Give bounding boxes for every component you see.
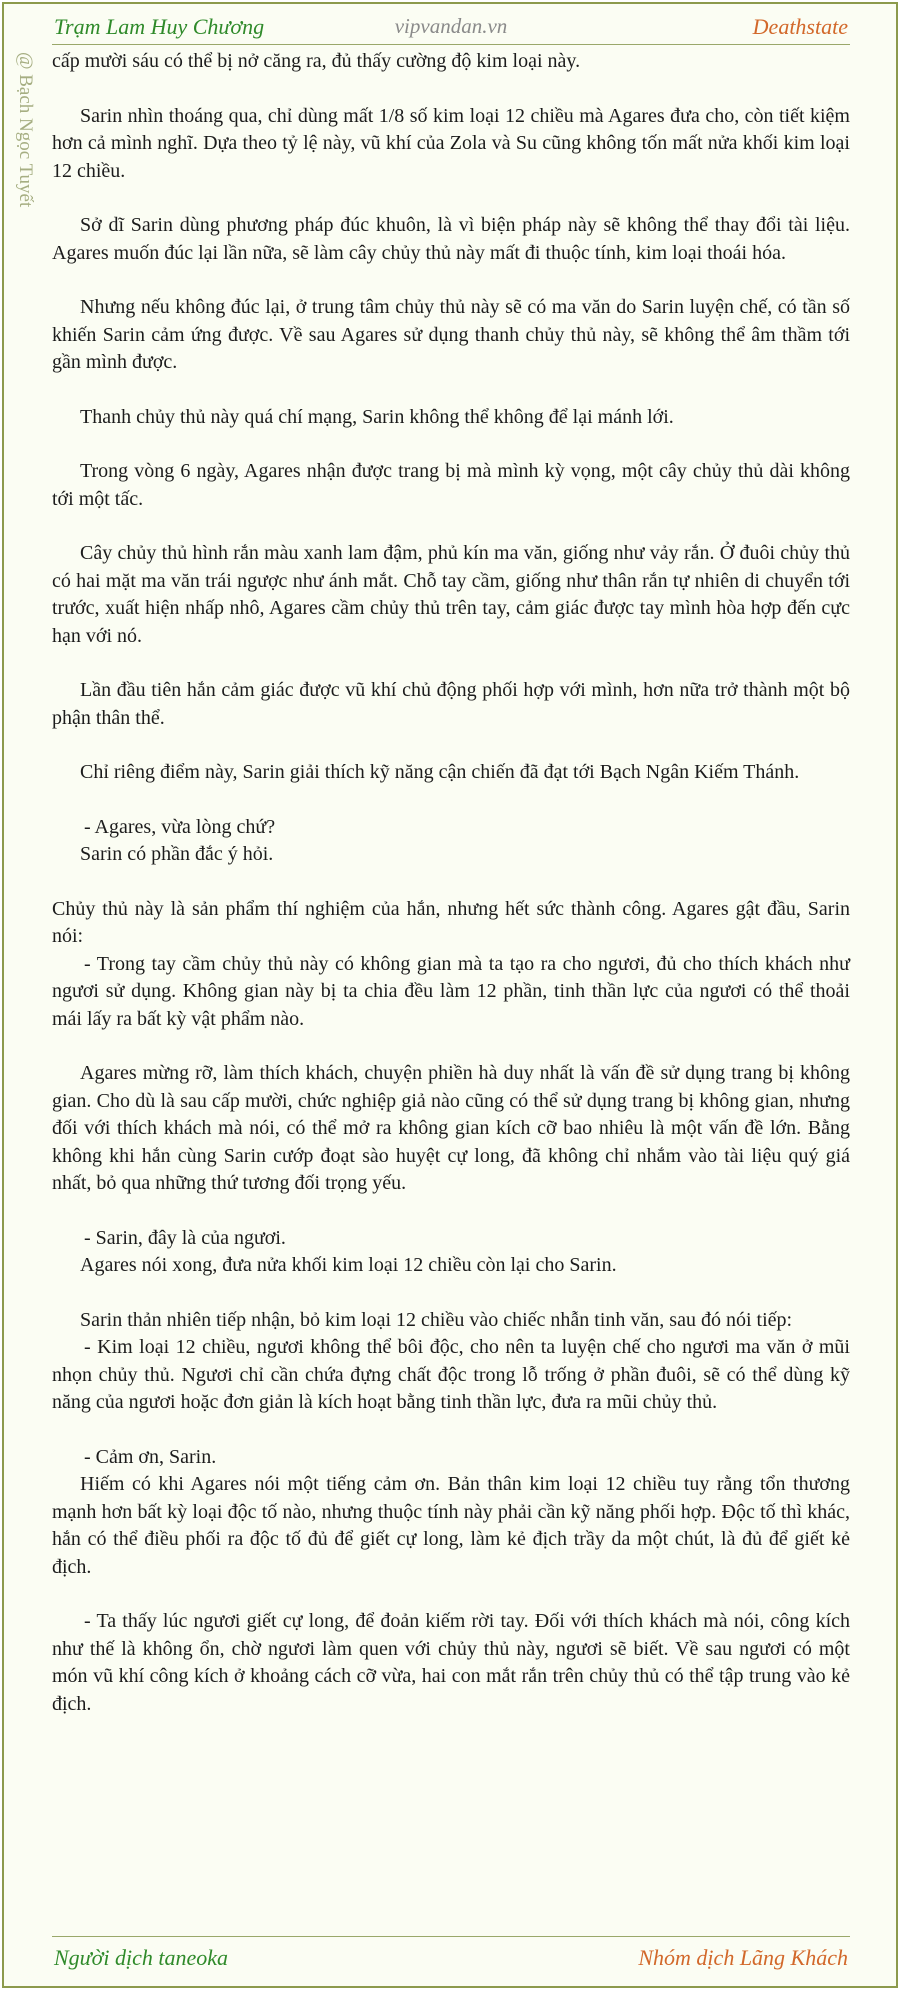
narration-line: Agares nói xong, đưa nửa khối kim loại 12 chiều còn lại cho Sarin. bbox=[80, 1254, 617, 1276]
narration-line: Sarin có phần đắc ý hỏi. bbox=[80, 843, 274, 865]
dialogue-line: - Ta thấy lúc ngươi giết cự long, để đoản kiếm rời tay. Đối với thích khách mà nói, công kích như thế là không ổn, chờ ngươi làm quen với chủy thủ này, ngươi sẽ biết. Về sau ngươi có một món vũ khí công kích ở khoảng cách cỡ vừa, hai con mắt rắn trên chủy thủ có thể tập trung vào kẻ địch. bbox=[52, 1610, 850, 1715]
watermark-text: @ Bạch Ngọc Tuyết bbox=[15, 52, 36, 208]
document-body bbox=[52, 48, 850, 1718]
paragraph: Hiếm có khi Agares nói một tiếng cảm ơn. Bản thân kim loại 12 chiều tuy rằng tổn thương mạnh hơn bất kỳ loại độc tố nào, nhưng thuộc tính này phải cần kỹ năng phối hợp. Độc tố thì khác, hắn có thể điều phối ra độc tố đủ để giết cự long, làm kẻ địch trầy da một chút, là đủ để giết kẻ địch. bbox=[52, 1473, 850, 1578]
dialogue-line: - Agares, vừa lòng chứ? bbox=[84, 815, 276, 838]
dialogue-line: - Kim loại 12 chiều, ngươi không thể bôi độc, cho nên ta luyện chế cho ngươi ma văn ở mũi nhọn chủy thủ. Ngươi chỉ cần chứa đựng chất độc trong lỗ trống ở phần đuôi, sẽ có thể dùng kỹ năng của ngươi hoặc đơn giản là kích hoạt bằng tinh thần lực, đưa ra mũi chủy thủ. bbox=[52, 1336, 850, 1413]
dialogue-line: - Cảm ơn, Sarin. bbox=[84, 1445, 217, 1468]
paragraph: Trong vòng 6 ngày, Agares nhận được trang bị mà mình kỳ vọng, một cây chủy thủ dài không tới một tấc. bbox=[52, 460, 850, 510]
watermark-side-label bbox=[12, 52, 38, 272]
paragraph: Cây chủy thủ hình rắn màu xanh lam đậm, phủ kín ma văn, giống như vảy rắn. Ở đuôi chủy thủ có hai mặt ma văn trái ngược như ánh mắt. Chỗ tay cầm, giống như thân rắn tự nhiên di chuyển tới trước, xuất hiện nhấp nhô, Agares cầm chủy thủ trên tay, cảm giác được tay mình hòa hợp đến cực hạn với nó. bbox=[52, 542, 850, 647]
dialogue-line: - Sarin, đây là của ngươi. bbox=[84, 1226, 286, 1249]
paragraph: Lần đầu tiên hắn cảm giác được vũ khí chủ động phối hợp với mình, hơn nữa trở thành một bộ phận thân thể. bbox=[52, 679, 850, 729]
dialogue-line: - Trong tay cầm chủy thủ này có không gian mà ta tạo ra cho ngươi, đủ cho thích khách như ngươi sử dụng. Không gian này bị ta chia đều làm 12 phần, tinh thần lực của ngươi có thể thoải mái lấy ra bất kỳ vật phẩm nào. bbox=[52, 952, 850, 1030]
paragraph: Chỉ riêng điểm này, Sarin giải thích kỹ năng cận chiến đã đạt tới Bạch Ngân Kiếm Thánh. bbox=[80, 761, 800, 783]
header-left: Trạm Lam Huy Chương bbox=[54, 14, 265, 39]
paragraph: Sarin nhìn thoáng qua, chỉ dùng mất 1/8 số kim loại 12 chiều mà Agares đưa cho, còn tiết kiệm hơn cả mình nghĩ. Dựa theo tỷ lệ này, vũ khí của Zola và Su cũng không tốn mất nửa khối kim loại 12 chiều. bbox=[52, 104, 850, 182]
page-footer bbox=[52, 1936, 850, 1977]
footer-translator: Người dịch taneoka bbox=[54, 1945, 229, 1970]
page-header bbox=[52, 8, 850, 45]
paragraph: Nhưng nếu không đúc lại, ở trung tâm chủy thủ này sẽ có ma văn do Sarin luyện chế, có tần số khiến Sarin cảm ứng được. Về sau Agares sử dụng thanh chủy thủ này, sẽ không thể âm thầm tới gần mình được. bbox=[52, 296, 850, 373]
paragraph: Sarin thản nhiên tiếp nhận, bỏ kim loại 12 chiều vào chiếc nhẫn tinh văn, sau đó nói tiếp: bbox=[80, 1308, 793, 1331]
paragraph: cấp mười sáu có thể bị nở căng ra, đủ thấy cường độ kim loại này. bbox=[52, 50, 581, 72]
footer-group: Nhóm dịch Lãng Khách bbox=[638, 1945, 848, 1970]
paragraph: Agares mừng rỡ, làm thích khách, chuyện phiền hà duy nhất là vấn đề sử dụng trang bị không gian. Cho dù là sau cấp mười, chức nghiệp giả nào cũng có thể sử dụng trang bị không gian, nhưng đối với thích khách mà nói, có thể mở ra không gian kích cỡ bao nhiêu là một vấn đề lớn. Bằng không khi hắn cùng Sarin cướp đoạt sào huyệt cự long, đã không chỉ nhắm vào tài liệu quý giá nhất, bỏ qua những thứ tương đối trọng yếu. bbox=[52, 1062, 850, 1194]
paragraph: Sở dĩ Sarin dùng phương pháp đúc khuôn, là vì biện pháp này sẽ không thể thay đổi tài liệu. Agares muốn đúc lại lần nữa, sẽ làm cây chủy thủ này mất đi thuộc tính, kim loại thoái hóa. bbox=[52, 214, 850, 264]
header-right: Deathstate bbox=[752, 14, 848, 39]
header-site[interactable]: vipvandan.vn bbox=[394, 14, 508, 38]
paragraph: Chủy thủ này là sản phẩm thí nghiệm của hắn, nhưng hết sức thành công. Agares gật đầu, Sarin nói: bbox=[52, 897, 850, 947]
paragraph: Thanh chủy thủ này quá chí mạng, Sarin không thể không để lại mánh lới. bbox=[80, 405, 674, 428]
